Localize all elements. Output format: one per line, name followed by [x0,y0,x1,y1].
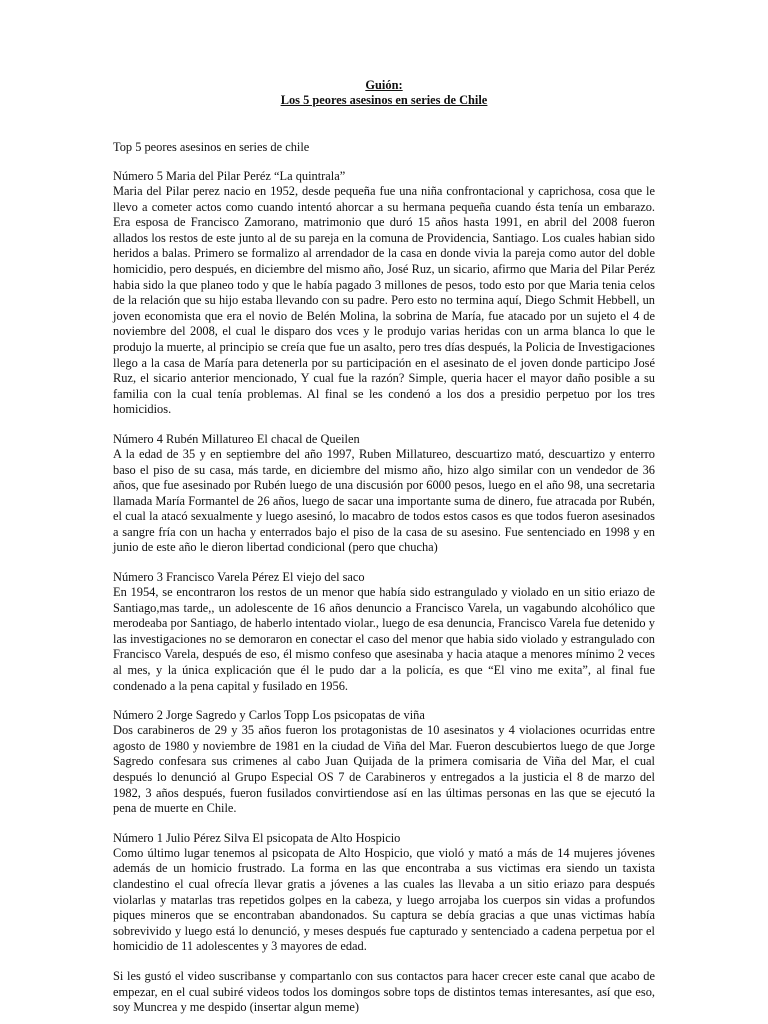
section-heading: Número 2 Jorge Sagredo y Carlos Topp Los psicopatas de viña [113,708,425,723]
section-heading: Número 5 Maria del Pilar Peréz “La quintrala” [113,169,346,183]
section-number-4 [113,432,655,556]
section-body: Como último lugar tenemos al psicopata de Alto Hospicio, que violó y mató a más de 14 mujeres jóvenes además de un homicio frustrado. La forma en las que encontraba a sus victimas era siendo un taxista clandestino el cual ofrecía llevar gratis a jóvenes a las cuales las llevaba a un sitio eriazo para después violarlas y matarlas tras repetidos golpes en la cabeza, y luego arrojaba los cuerpos sin vidas a profundos piques mineros que se encontraban abandonados. Su captura se debía gracias a que unas victimas había sobrevivido y luego está lo denunció, y meses después fue capturado y sentenciado a cadena perpetua por el homicidio de 11 adolescentes y 3 mayores de edad. [113,845,655,954]
section-heading: Número 3 Francisco Varela Pérez El viejo del saco [113,570,365,585]
section-body: Dos carabineros de 29 y 35 años fueron los protagonistas de 10 asesinatos y 4 violaciones ocurridas entre agosto de 1980 y noviembre de 1981 en la ciudad de Viña del Mar. Fueron descubiertos luego de que Jorge Sagredo confesara sus crimenes al cabo Juan Quijada de la primera comisaria de Viña del Mar, el cual después lo denunció al Grupo Especial OS 7 de Carabineros y entregados a la justicia el 8 de marzo del 1982, 3 años después, fueron fusilados convirtiendose así en las últimas personas en las que se ejecutó la pena de muerte en Chile. [113,723,655,816]
section-number-5 [113,169,655,418]
document-page [113,78,655,1016]
closing-paragraph: Si les gustó el video suscribanse y compartanlo con sus contactos para hacer crecer este canal que acabo de empezar, en el cual subiré videos todos los domingos sobre tops de distintos temas interesantes, así que eso, soy Muncrea y me despido (insertar algun meme) [113,968,655,1015]
document-subtitle: Los 5 peores asesinos en series de Chile [280,93,488,107]
section-number-1 [113,831,655,955]
intro-paragraph: Top 5 peores asesinos en series de chile [113,140,310,154]
section-heading: Número 1 Julio Pérez Silva El psicopata de Alto Hospicio [113,830,401,845]
document-title-block [113,78,655,108]
section-body: En 1954, se encontraron los restos de un menor que había sido estrangulado y violado en un sitio eriazo de Santiago,mas tarde,, un adolescente de 16 años denuncio a Francisco Varela, un vagabundo alcohólico que merodeaba por Santiago, de haberlo intentado violar., luego de esa denuncia, Francisco Varela fue detenido y las investigaciones no se demoraron en conectar el caso del menor que habia sido violado y estrangulado con Francisco Varela, después de eso, él mismo confeso que asesinaba y hacia ataque a menores mínimo 2 veces al mes, y la única explicación que él le pudo dar a la policía, es que “El vino me exita”, al final fue condenado a la pena capital y fusilado en 1956. [113,585,655,693]
section-body: Maria del Pilar perez nacio en 1952, desde pequeña fue una niña confrontacional y caprichosa, cosa que le llevo a cometer actos como cuando intentó ahorcar a su hermana pequeña cuando ésta tenía un embarazo. Era esposa de Francisco Zamorano, matrimonio que duró 15 años hasta 1991, en abril del 2008 fueron allados los restos de este junto al de su pareja en la comuna de Providencia, Santiago. Los cuales habian sido heridos a balas. Primero se formalizo al arrendador de la casa en donde vivia la pareja como autor del doble homicidio, pero después, en diciembre del mismo año, José Ruz, un sicario, afirmo que Maria del Pilar Peréz habia sido la que planeo todo y que le había pagado 3 millones de pesos, todo esto por que Maria tenia celos de la relación que su hijo estaba llevando con su padre. Pero esto no termina aquí, Diego Schmit Hebbell, un joven economista que era el novio de Belén Molina, la sobrina de María, fue atacado por un sujeto el 4 de noviembre del 2008, el cual le disparo dos vces y le produjo varias heridas con un arma blanca lo que le produjo la muerte, al principio se creía que fue un asalto, pero tres días después, la Policia de Investigaciones llego a la casa de María para detenerla por su participación en el asesinato de el joven donde participo José Ruz, el sicario anterior mencionado, Y cual fue la razón? Simple, queria hacer el mayor daño posible a su familia con la cual tenía problemas. Al final se les condenó a los dos a presidio perpetuo por los tres homicidios. [113,184,655,417]
section-body: A la edad de 35 y en septiembre del año 1997, Ruben Millatureo, descuartizo mató, descuartizo y enterro baso el piso de su casa, más tarde, en diciembre del mismo año, hizo algo similar con un vendedor de 36 años, que fue asesinado por Rubén luego de una discusión por 6000 pesos, luego en el año 98, una secretaria llamada María Formantel de 26 años, luego de sacar una importante suma de dinero, fue atracada por Rubén, el cual la atacó sexualmente y luego asesinó, lo macabro de todos estos casos es que todos fueron asesinados a sangre fría con un hacha y enterrados bajo el piso de la casa de su asesino. Fue sentenciado en 1998 y en junio de este año le dieron libertad condicional (pero que chucha) [113,446,655,555]
section-number-2 [113,708,655,817]
document-title: Guión: [365,78,403,92]
section-number-3 [113,570,655,694]
section-heading: Número 4 Rubén Millatureo El chacal de Queilen [113,431,360,446]
